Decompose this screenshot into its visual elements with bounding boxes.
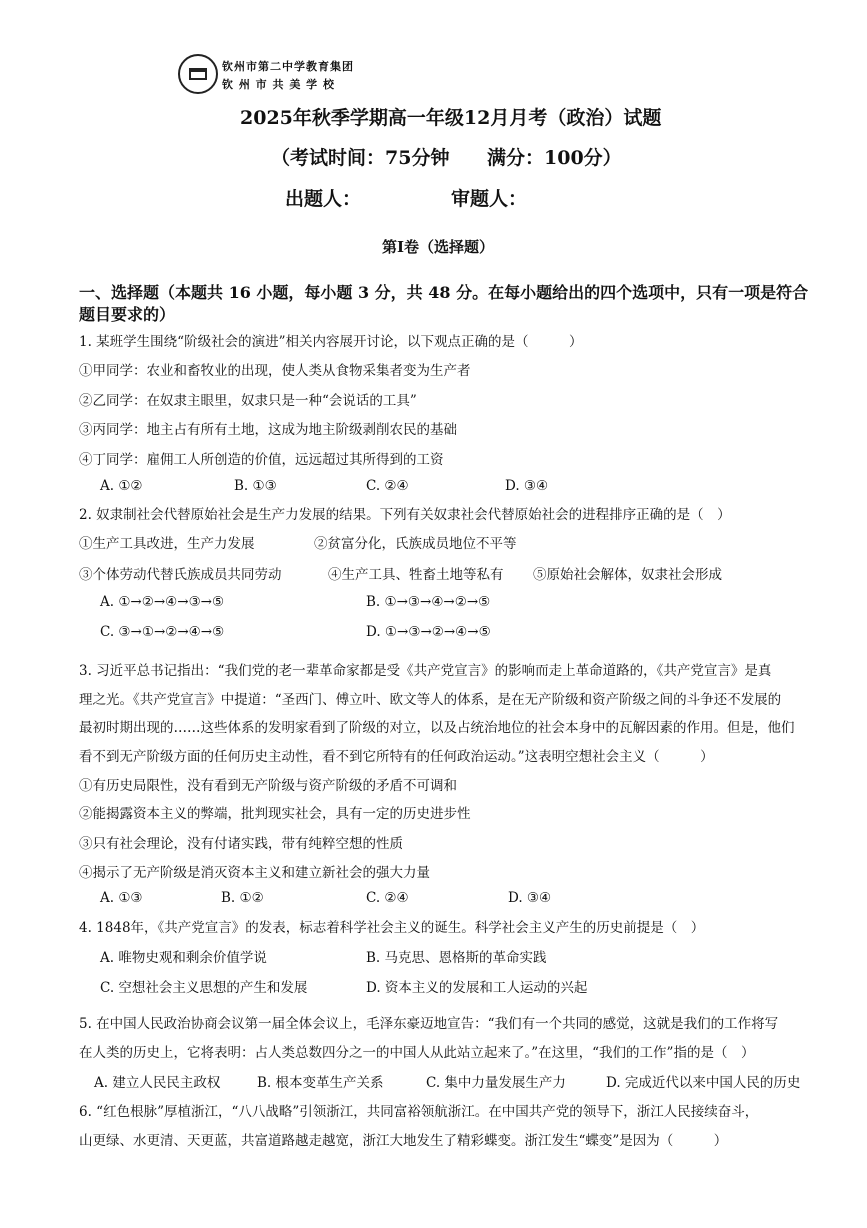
q5-option-c[interactable]: C. 集中力量发展生产力 bbox=[426, 1075, 566, 1091]
q3-option-b[interactable]: B. ①② bbox=[221, 890, 264, 906]
question-setter: 出题人： bbox=[285, 188, 362, 210]
q3-text-line: 看不到无产阶级方面的任何历史主动性，看不到它所特有的任何政治运动。”这表明空想社会主义（ ） bbox=[79, 749, 714, 765]
q4-option-a[interactable]: A. 唯物史观和剩余价值学说 bbox=[100, 950, 267, 966]
q4-stem: 4. 1848年，《共产党宣言》的发表，标志着科学社会主义的诞生。科学社会主义产生的历史前提是（ ） bbox=[79, 920, 705, 936]
q2-option-a[interactable]: A. ①→②→④→③→⑤ bbox=[100, 594, 225, 610]
q2-item: ①生产工具改进，生产力发展 bbox=[79, 536, 255, 552]
q2-item: ④生产工具、牲畜土地等私有 bbox=[328, 567, 504, 583]
q2-option-b[interactable]: B. ①→③→④→②→⑤ bbox=[366, 594, 491, 610]
question-reviewer: 审题人： bbox=[451, 188, 528, 210]
q1-option-d[interactable]: D. ③④ bbox=[505, 478, 549, 494]
q6-text-line: 山更绿、水更清、天更蓝，共富道路越走越宽，浙江大地发生了精彩蝶变。浙江发生“蝶变”是因为（ ） bbox=[79, 1133, 728, 1149]
q1-item: ①甲同学：农业和畜牧业的出现，使人类从食物采集者变为生产者 bbox=[79, 363, 471, 379]
q2-item: ②贫富分化，氏族成员地位不平等 bbox=[314, 536, 517, 552]
q1-option-b[interactable]: B. ①③ bbox=[234, 478, 277, 494]
q4-option-d[interactable]: D. 资本主义的发展和工人运动的兴起 bbox=[366, 980, 588, 996]
q6-text-line: 6. “红色根脉”厚植浙江，“八八战略”引领浙江，共同富裕领航浙江。在中国共产党的领导下，浙江人民接续奋斗， bbox=[79, 1104, 759, 1120]
q1-stem: 1. 某班学生围绕“阶级社会的演进”相关内容展开讨论，以下观点正确的是（ ） bbox=[79, 334, 583, 350]
q1-item: ④丁同学：雇佣工人所创造的价值，远远超过其所得到的工资 bbox=[79, 452, 444, 468]
q2-item: ③个体劳动代替氏族成员共同劳动 bbox=[79, 567, 282, 583]
q5-option-b[interactable]: B. 根本变革生产关系 bbox=[257, 1075, 384, 1091]
q3-option-d[interactable]: D. ③④ bbox=[508, 890, 552, 906]
q4-option-b[interactable]: B. 马克思、恩格斯的革命实践 bbox=[366, 950, 547, 966]
q2-stem: 2. 奴隶制社会代替原始社会是生产力发展的结果。下列有关奴隶社会代替原始社会的进程排序正确的是（ ） bbox=[79, 507, 731, 523]
q1-item: ②乙同学：在奴隶主眼里，奴隶只是一种“会说话的工具” bbox=[79, 393, 417, 409]
instructions-line2: 题目要求的） bbox=[79, 305, 176, 324]
exam-score: 满分：100分） bbox=[487, 147, 622, 169]
q2-option-d[interactable]: D. ①→③→②→④→⑤ bbox=[366, 624, 491, 640]
q3-text-line: 最初时期出现的……这些体系的发明家看到了阶级的对立，以及占统治地位的社会本身中的瓦解因素的作用。但是，他们 bbox=[79, 720, 795, 736]
q3-item: ①有历史局限性，没有看到无产阶级与资产阶级的矛盾不可调和 bbox=[79, 778, 457, 794]
exam-title: 2025年秋季学期高一年级12月月考（政治）试题 bbox=[240, 107, 662, 129]
q5-option-d[interactable]: D. 完成近代以来中国人民的历史 bbox=[606, 1075, 801, 1091]
exam-time: （考试时间：75分钟 bbox=[271, 147, 450, 169]
q5-text-line: 5. 在中国人民政治协商会议第一届全体会议上，毛泽东豪迈地宣告：“我们有一个共同的感觉，这就是我们的工作将写 bbox=[79, 1016, 779, 1032]
q3-item: ②能揭露资本主义的弊端，批判现实社会，具有一定的历史进步性 bbox=[79, 806, 471, 822]
q3-option-c[interactable]: C. ②④ bbox=[366, 890, 409, 906]
q3-item: ④揭示了无产阶级是消灭资本主义和建立新社会的强大力量 bbox=[79, 865, 430, 881]
instructions-line1: 一、选择题（本题共 16 小题，每小题 3 分，共 48 分。在每小题给出的四个选项中，只有一项是符合 bbox=[79, 283, 809, 302]
section-title: 第I卷（选择题） bbox=[382, 238, 495, 256]
q3-text-line: 3. 习近平总书记指出：“我们党的老一辈革命家都是受《共产党宣言》的影响而走上革命道路的，《共产党宣言》是真 bbox=[79, 663, 772, 679]
q3-item: ③只有社会理论，没有付诸实践，带有纯粹空想的性质 bbox=[79, 836, 403, 852]
q3-option-a[interactable]: A. ①③ bbox=[100, 890, 143, 906]
q5-text-line: 在人类的历史上，它将表明：占人类总数四分之一的中国人从此站立起来了。”在这里，“我们的工作”指的是（ ） bbox=[79, 1045, 755, 1061]
q1-item: ③丙同学：地主占有所有土地，这成为地主阶级剥削农民的基础 bbox=[79, 422, 457, 438]
q3-text-line: 理之光。《共产党宣言》中提道：“圣西门、傅立叶、欧文等人的体系，是在无产阶级和资产阶级之间的斗争还不发展的 bbox=[79, 692, 782, 708]
school-name-line2: 钦 州 市 共 美 学 校 bbox=[222, 78, 335, 91]
q5-option-a[interactable]: A. 建立人民民主政权 bbox=[94, 1075, 221, 1091]
q1-option-c[interactable]: C. ②④ bbox=[366, 478, 409, 494]
q2-item: ⑤原始社会解体，奴隶社会形成 bbox=[533, 567, 722, 583]
school-name-line1: 钦州市第二中学教育集团 bbox=[222, 60, 354, 73]
q1-option-a[interactable]: A. ①② bbox=[100, 478, 143, 494]
q4-option-c[interactable]: C. 空想社会主义思想的产生和发展 bbox=[100, 980, 308, 996]
q2-option-c[interactable]: C. ③→①→②→④→⑤ bbox=[100, 624, 225, 640]
school-logo bbox=[178, 54, 218, 94]
